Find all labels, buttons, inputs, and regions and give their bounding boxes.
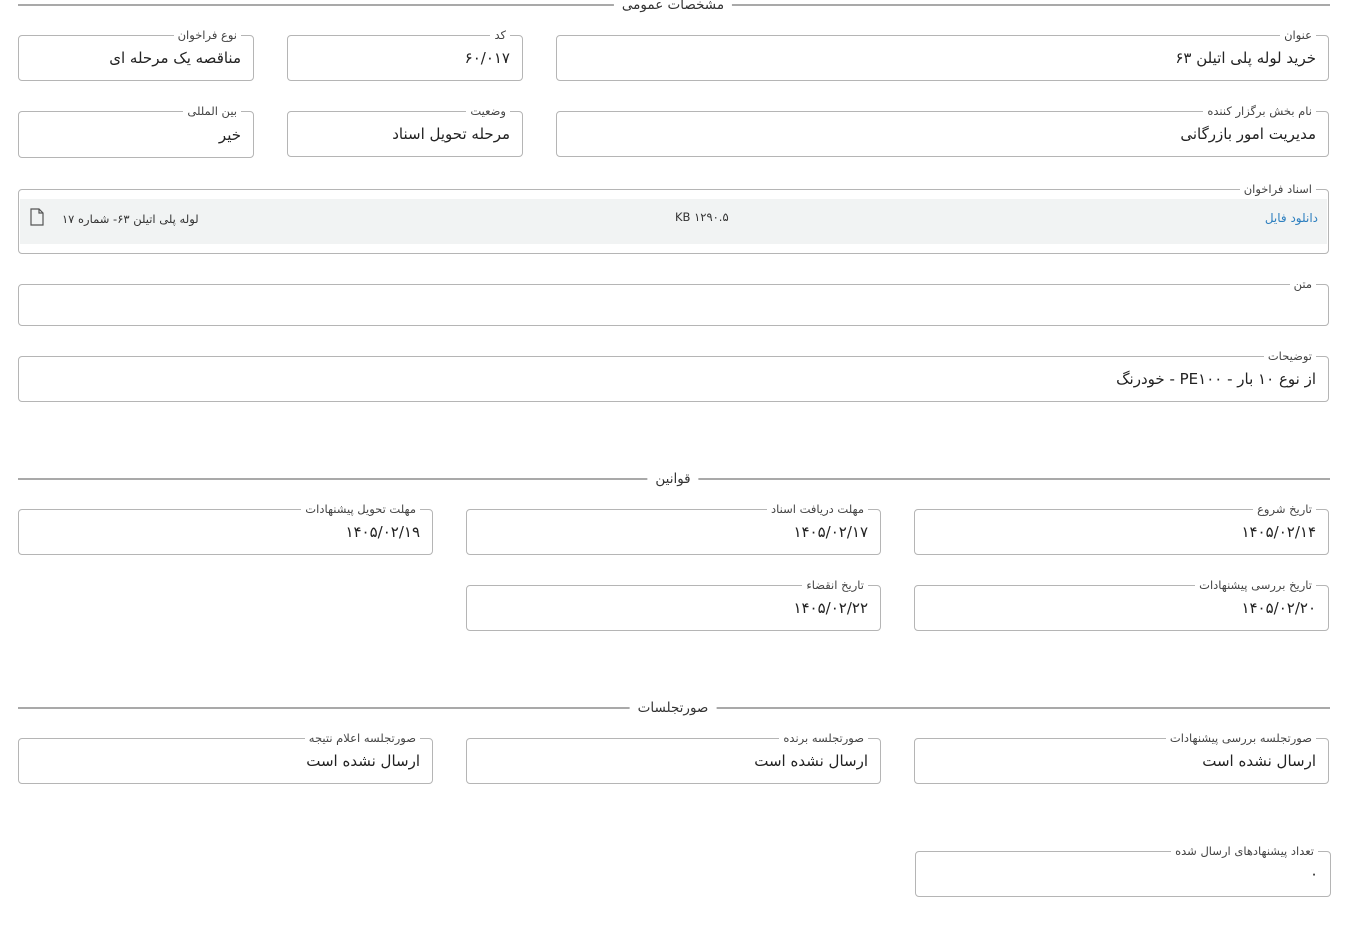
text-label: متن xyxy=(1290,276,1316,292)
description-label: توضیحات xyxy=(1264,348,1316,364)
winner-minutes-value: ارسال نشده است xyxy=(754,752,868,770)
call-type-field xyxy=(18,28,254,81)
doc-receive-deadline-label: مهلت دریافت اسناد xyxy=(767,501,868,517)
proposal-deadline-field xyxy=(18,502,433,555)
download-file-link[interactable]: دانلود فایل xyxy=(1264,211,1318,225)
expiry-date-label: تاریخ انقضاء xyxy=(802,577,868,593)
review-date-field xyxy=(914,578,1329,631)
winner-minutes-label: صورتجلسه برنده xyxy=(779,730,868,746)
file-name: لوله پلی اتیلن ۶۳- شماره ۱۷ xyxy=(62,212,199,226)
result-minutes-field xyxy=(18,731,433,784)
file-row xyxy=(20,199,1327,244)
call-type-value: مناقصه یک مرحله ای xyxy=(109,49,241,67)
result-minutes-value: ارسال نشده است xyxy=(306,752,420,770)
description-field xyxy=(18,349,1329,402)
department-value: مدیریت امور بازرگانی xyxy=(1180,125,1316,143)
review-minutes-field xyxy=(914,731,1329,784)
file-icon xyxy=(30,208,44,226)
review-date-value: ۱۴۰۵/۰۲/۲۰ xyxy=(1241,599,1316,617)
doc-receive-deadline-value: ۱۴۰۵/۰۲/۱۷ xyxy=(793,523,868,541)
subject-value: خرید لوله پلی اتیلن ۶۳ xyxy=(1175,49,1316,67)
submitted-count-label: تعداد پیشنهادهای ارسال شده xyxy=(1171,843,1318,859)
file-size: ۱۲۹۰.۵ KB xyxy=(675,210,729,224)
winner-minutes-field xyxy=(466,731,881,784)
text-field xyxy=(18,277,1329,326)
call-type-label: نوع فراخوان xyxy=(174,27,241,43)
expiry-date-field xyxy=(466,578,881,631)
result-minutes-label: صورتجلسه اعلام نتیجه xyxy=(305,730,420,746)
status-value: مرحله تحویل اسناد xyxy=(392,125,510,143)
section-title-rules: قوانین xyxy=(647,471,698,487)
subject-field xyxy=(556,28,1329,81)
international-field xyxy=(18,104,254,158)
status-field xyxy=(287,104,523,157)
start-date-field xyxy=(914,502,1329,555)
review-minutes-label: صورتجلسه بررسی پیشنهادات xyxy=(1166,730,1316,746)
department-field xyxy=(556,104,1329,157)
proposal-deadline-label: مهلت تحویل پیشنهادات xyxy=(301,501,420,517)
documents-field xyxy=(18,182,1329,254)
section-title-minutes: صورتجلسات xyxy=(630,700,717,716)
code-value: ۶۰/۰۱۷ xyxy=(464,49,510,67)
section-title-general: مشخصات عمومی xyxy=(614,0,732,13)
department-label: نام بخش برگزار کننده xyxy=(1203,103,1316,119)
expiry-date-value: ۱۴۰۵/۰۲/۲۲ xyxy=(793,599,868,617)
documents-label: اسناد فراخوان xyxy=(1240,181,1316,197)
submitted-count-field xyxy=(915,844,1331,897)
start-date-value: ۱۴۰۵/۰۲/۱۴ xyxy=(1241,523,1316,541)
international-value: خیر xyxy=(218,125,241,144)
code-field xyxy=(287,28,523,81)
international-label: بین المللی xyxy=(183,103,241,119)
start-date-label: تاریخ شروع xyxy=(1253,501,1316,517)
code-label: کد xyxy=(490,27,510,43)
doc-receive-deadline-field xyxy=(466,502,881,555)
review-minutes-value: ارسال نشده است xyxy=(1202,752,1316,770)
submitted-count-value: ۰ xyxy=(1309,865,1318,883)
review-date-label: تاریخ بررسی پیشنهادات xyxy=(1195,577,1316,593)
status-label: وضعیت xyxy=(466,103,510,119)
proposal-deadline-value: ۱۴۰۵/۰۲/۱۹ xyxy=(345,523,420,541)
subject-label: عنوان xyxy=(1280,27,1316,43)
description-value: از نوع ۱۰ بار - PE۱۰۰ - خودرنگ xyxy=(1116,370,1316,388)
